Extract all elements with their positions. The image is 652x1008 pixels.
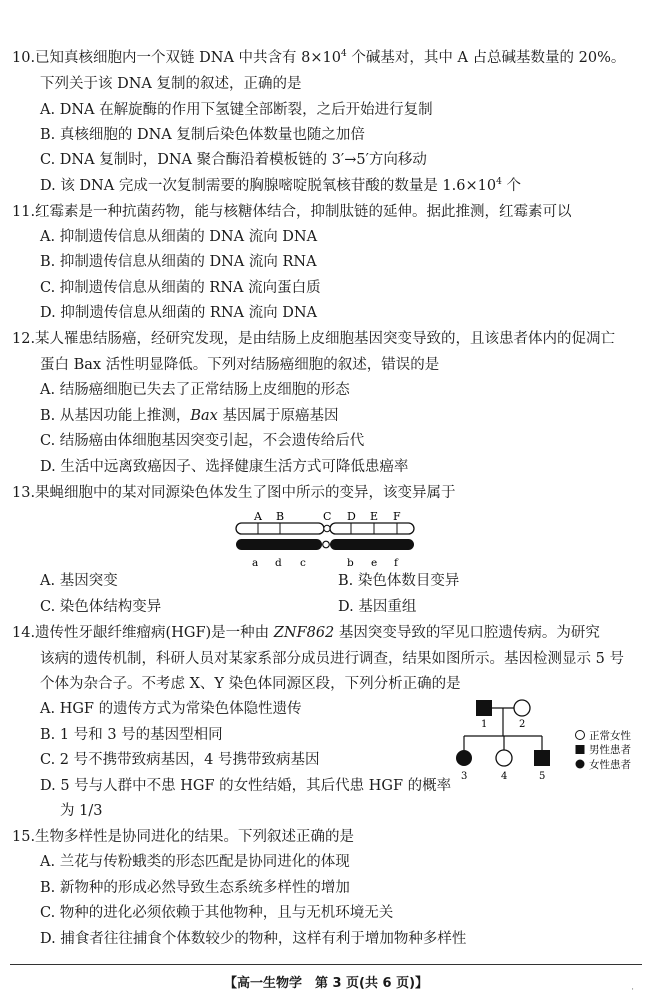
legend-affected-male-icon [576,745,585,754]
q12-option-b-text-b: 基因属于原癌基因 [217,408,339,424]
label-d: d [275,557,282,569]
q12-stem-line1: 12.某人罹患结肠癌，经研究发现，是由结肠上皮细胞基因突变导致的，且该患者体内的促凋亡 [12,331,616,347]
q15-stem: 15.生物多样性是协同进化的结果。下列叙述正确的是 [12,829,355,845]
individual-2-number: 2 [519,719,526,730]
legend-affected-male-label: 男性患者 [589,744,631,756]
q14-stem-text-a: 14.遗传性牙龈纤维瘤病(HGF)是一种由 [12,625,274,641]
label-a: a [252,557,259,569]
individual-4-normal-female [496,750,512,766]
q14-option-d-line1: D. 5 号与人群中不患 HGF 的女性结婚，其后代患 HGF 的概率 [40,778,452,794]
individual-3-number: 3 [461,771,468,782]
legend-affected-female-icon [576,760,585,769]
q12-option-a: A. 结肠癌细胞已失去了正常结肠上皮细胞的形态 [40,382,350,398]
q10-stem-line2: 下列关于该 DNA 复制的叙述，正确的是 [40,76,302,92]
q13-option-b: B. 染色体数目变异 [338,573,460,589]
legend-normal-female-icon [576,731,585,740]
q11-stem: 11.红霉素是一种抗菌药物，能与核糖体结合，抑制肽链的延伸。据此推测，红霉素可以 [12,204,572,220]
pedigree-chart [452,694,642,784]
label-E: E [370,510,379,523]
label-e: e [371,557,378,569]
upper-centromere [324,525,330,531]
q10-option-d-exponent: 4 [496,177,502,188]
q10-option-c-text-a: C. DNA 复制时，DNA 聚合酶沿着模板链的 3 [40,152,341,168]
label-c: c [300,557,306,569]
individual-2-normal-female [514,700,530,716]
q11-option-b: B. 抑制遗传信息从细菌的 DNA 流向 RNA [40,254,317,270]
lower-chromosome-left-arm [236,539,322,550]
q11-option-d: D. 抑制遗传信息从细菌的 RNA 流向 DNA [40,305,318,321]
q14-stem-text-b: 基因突变导致的罕见口腔遗传病。为研究 [334,625,600,641]
q15-option-d: D. 捕食者往往捕食个体数较少的物种，这样有利于增加物种多样性 [40,931,467,947]
q12-option-b [40,406,338,426]
q13-option-d: D. 基因重组 [338,599,417,615]
q10-stem-text-b: 个碱基对，其中 A 占总碱基数量的 20%。 [346,50,626,66]
q14-option-b: B. 1 号和 3 号的基因型相同 [40,727,223,743]
q10-option-c-text-b: ′→5′方向移动 [340,152,427,168]
q10-option-d [40,176,521,196]
q10-stem-text-a: 10.已知真核细胞内一个双链 DNA 中共含有 8×10 [12,50,341,66]
q10-option-c [40,150,427,170]
label-B: B [276,510,285,523]
lower-centromere [323,541,330,548]
individual-1-affected-male [476,700,492,716]
q12-option-b-gene: Bax [190,408,218,424]
q10-stem-exponent: 4 [341,49,347,60]
q14-option-d-line2: 为 1/3 [60,803,103,819]
label-C: C [323,510,332,523]
q14-option-c: C. 2 号不携带致病基因，4 号携带致病基因 [40,752,320,768]
q10-option-a: A. DNA 在解旋酶的作用下氢键全部断裂，之后开始进行复制 [40,102,433,118]
q14-option-a: A. HGF 的遗传方式为常染色体隐性遗传 [40,701,302,717]
q13-option-a: A. 基因突变 [40,573,118,589]
q11-option-a: A. 抑制遗传信息从细菌的 DNA 流向 DNA [40,229,318,245]
individual-5-affected-male [534,750,550,766]
q12-stem-line2: 蛋白 Bax 活性明显降低。下列对结肠癌细胞的叙述，错误的是 [40,357,440,373]
chromosome-diagram [230,506,420,570]
q12-option-d: D. 生活中远离致癌因子、选择健康生活方式可降低患癌率 [40,459,409,475]
q14-stem-line1 [12,623,600,643]
label-A: A [254,510,262,523]
q11-option-c: C. 抑制遗传信息从细菌的 RNA 流向蛋白质 [40,280,321,296]
label-b: b [347,557,354,569]
legend-affected-female-label: 女性患者 [589,759,631,771]
q10-option-b: B. 真核细胞的 DNA 复制后染色体数量也随之加倍 [40,127,365,143]
individual-3-affected-female [456,750,472,766]
footer-divider [10,964,642,965]
corner-mark: · [631,985,634,995]
q10-option-d-text-a: D. 该 DNA 完成一次复制需要的胸腺嘧啶脱氧核苷酸的数量是 1.6×10 [40,178,497,194]
lower-chromosome-right-arm [330,539,414,550]
q13-option-c: C. 染色体结构变异 [40,599,162,615]
q10-option-d-text-b: 个 [501,178,521,194]
q10-stem-line1 [12,48,625,68]
q12-option-b-text-a: B. 从基因功能上推测， [40,408,191,424]
q14-stem-gene: ZNF862 [273,625,335,641]
individual-1-number: 1 [481,719,488,730]
q14-stem-line2: 该病的遗传机制，科研人员对某家系部分成员进行调查，结果如图所示。基因检测显示 5 号 [40,651,624,667]
upper-chromosome-right-arm [330,523,414,534]
individual-4-number: 4 [501,771,508,782]
q15-option-a: A. 兰花与传粉蛾类的形态匹配是协同进化的体现 [40,854,350,870]
q15-option-b: B. 新物种的形成必然导致生态系统多样性的增加 [40,880,350,896]
q13-stem: 13.果蝇细胞中的某对同源染色体发生了图中所示的变异，该变异属于 [12,485,456,501]
q14-stem-line3: 个体为杂合子。不考虑 X、Y 染色体同源区段，下列分析正确的是 [40,676,461,692]
q12-option-c: C. 结肠癌由体细胞基因突变引起，不会遗传给后代 [40,433,365,449]
legend-normal-female-label: 正常女性 [589,730,631,742]
label-D: D [347,510,356,523]
label-F: F [393,510,401,523]
q15-option-c: C. 物种的进化必须依赖于其他物种，且与无机环境无关 [40,905,394,921]
individual-5-number: 5 [539,771,546,782]
page-footer: 【高一生物学 第 3 页(共 6 页)】 [223,976,429,991]
label-f: f [394,557,398,569]
